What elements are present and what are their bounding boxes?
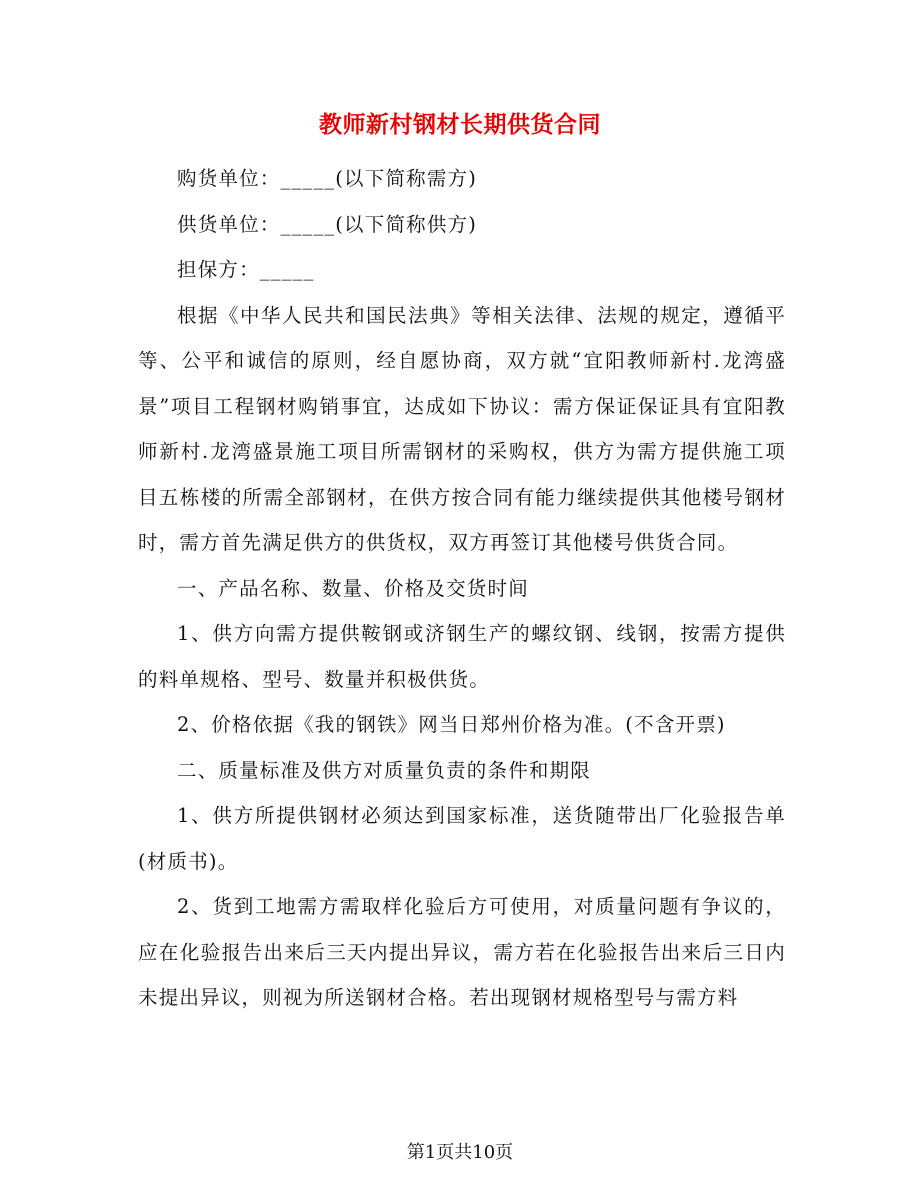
page-number-footer: 第1页共10页 [406, 1142, 514, 1163]
clause-1-1: 1、供方向需方提供鞍钢或济钢生产的螺纹钢、线钢，按需方提供的料单规格、型号、数量并积极供货。 [138, 622, 786, 691]
supplier-line: 供货单位：_____(以下简称供方) [177, 212, 478, 236]
guarantor-line: 担保方：_____ [177, 258, 315, 281]
section-heading-2: 二、质量标准及供方对质量负责的条件和期限 [177, 758, 592, 782]
section-heading-1: 一、产品名称、数量、价格及交货时间 [177, 576, 529, 600]
clause-2-1: 1、供方所提供钢材必须达到国家标准，送货随带出厂化验报告单(材质书)。 [138, 804, 786, 873]
buyer-line: 购货单位：_____(以下简称需方) [177, 167, 478, 190]
clause-1-2: 2、价格依据《我的钢铁》网当日郑州价格为准。(不含开票) [177, 713, 726, 736]
preamble-paragraph: 根据《中华人民共和国民法典》等相关法律、法规的规定，遵循平等、公平和诚信的原则，经自愿协商，双方就“宜阳教师新村.龙湾盛景”项目工程钢材购销事宜，达成如下协议：需方保证保证具有宜阳教师新村.龙湾盛景施工项目所需钢材的采购权，供方为需方提供施工项目五栋楼的所需全部钢材，在供方按合同有能力继续提供其他楼号钢材时，需方首先满足供方的供货权，双方再签订其他楼号供货合同。 [138, 303, 786, 554]
page-title: 教师新村钢材长期供货合同 [319, 111, 601, 138]
clause-2-2: 2、货到工地需方需取样化验后方可使用，对质量问题有争议的，应在化验报告出来后三天内提出异议，需方若在化验报告出来后三日内未提出异议，则视为所送钢材合格。若出现钢材规格型号与需方料 [138, 895, 786, 1009]
document-body [138, 156, 786, 1021]
